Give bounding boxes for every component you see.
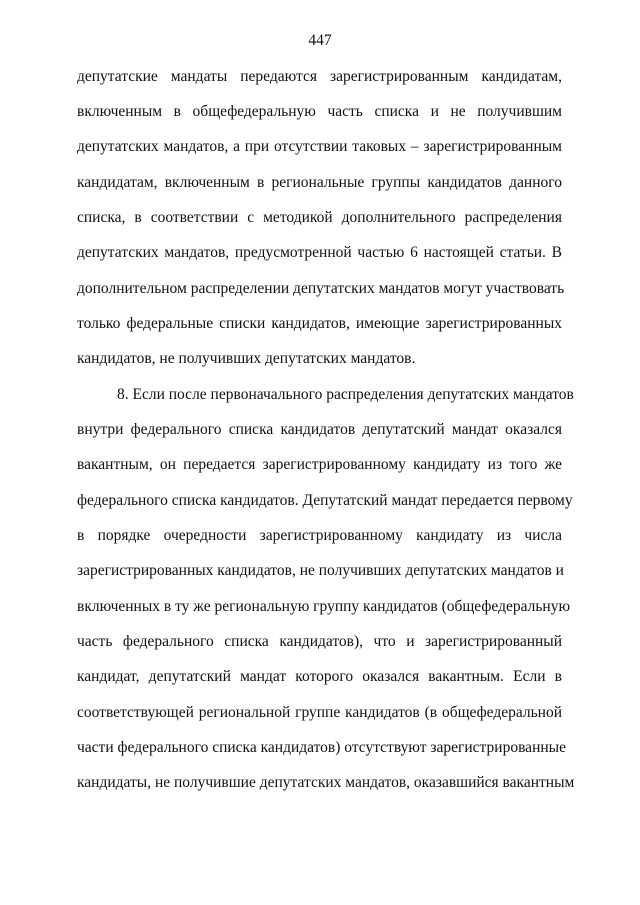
text-line: только федеральные списки кандидатов, имеющие зарегистрированных xyxy=(77,315,562,332)
page-number: 447 xyxy=(308,32,332,49)
text-line: кандидат, депутатский мандат которого оказался вакантным. Если в xyxy=(77,668,562,685)
text-line: в порядке очередности зарегистрированному кандидату из числа xyxy=(77,527,562,544)
text-line: части федерального списка кандидатов) отсутствуют зарегистрированные xyxy=(77,739,566,756)
text-line: кандидатов, не получивших депутатских мандатов. xyxy=(77,350,416,367)
text-line: вакантным, он передается зарегистрированному кандидату из того же xyxy=(77,456,562,473)
text-line: включенным в общефедеральную часть списка и не получившим xyxy=(77,103,562,120)
text-line: кандидаты, не получившие депутатских мандатов, оказавшийся вакантным xyxy=(77,774,575,791)
text-line: зарегистрированных кандидатов, не получивших депутатских мандатов и xyxy=(77,562,564,579)
text-line: включенных в ту же региональную группу кандидатов (общефедеральную xyxy=(77,598,571,615)
document-body xyxy=(77,68,575,808)
text-line: списка, в соответствии с методикой дополнительного распределения xyxy=(77,209,562,226)
text-line: внутри федерального списка кандидатов депутатский мандат оказался xyxy=(77,421,562,438)
text-line: соответствующей региональной группе кандидатов (в общефедеральной xyxy=(77,704,562,721)
text-line: кандидатам, включенным в региональные группы кандидатов данного xyxy=(77,174,562,191)
text-line: 8. Если после первоначального распределения депутатских мандатов xyxy=(117,386,574,403)
text-line: депутатских мандатов, предусмотренной частью 6 настоящей статьи. В xyxy=(77,244,562,261)
text-line: депутатские мандаты передаются зарегистрированным кандидатам, xyxy=(77,68,562,85)
text-line: дополнительном распределении депутатских мандатов могут участвовать xyxy=(77,280,565,297)
text-line: федерального списка кандидатов. Депутатский мандат передается первому xyxy=(77,492,573,509)
text-line: часть федерального списка кандидатов), что и зарегистрированный xyxy=(77,633,562,650)
text-line: депутатских мандатов, а при отсутствии таковых – зарегистрированным xyxy=(77,138,562,155)
